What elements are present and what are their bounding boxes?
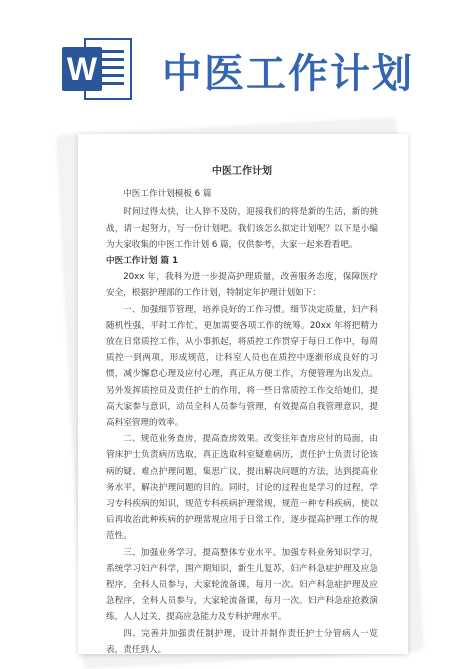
document-title: 中医工作计划 (212, 166, 272, 177)
body-paragraph: 二、规范业务查房，提高查房效果。改变往年查房应付的局面，由管床护士负责病历选取，真正选取科室疑难病历，责任护士负责讨论该病的疑、难点护理问题，集思广议，提出解决问题的方法，达到提高业务水平，解决护理问题的目的。同时，讨论的过程也是学习的过程，学习专科疾病的知识，规范专科疾病护理常规，规范一种专科疾病，使以后再收治此种疾病的护理常规应用于日常工作，逐步提高护理工作的规范性。 (106, 434, 378, 542)
banner-title: 中医工作计划 (162, 51, 414, 97)
body-paragraph: 三、加强业务学习，提高整体专业水平。加强专科业务知识学习，系统学习妇产科学，围产期知识，新生儿复苏，妇产科急症护理及应急程序，全科人员参与，大家轮流备课，每月一次。妇产科急症护理及应急程序，全科人员参与，大家轮流备课，每月一次。妇产科急症抢救演练，人人过关，提高应急能力及专科护理水平。 (106, 547, 378, 623)
word-document-icon (62, 38, 134, 100)
word-icon-letter: W (62, 47, 102, 91)
section-heading: 中医工作计划 篇 1 (106, 256, 179, 267)
header-banner (0, 0, 474, 120)
intro-paragraph: 时间过得太快，让人猝不及防，迎接我们的将是新的生活，新的挑战，请一起努力，写一份计划吧。我们该怎么拟定计划呢？以下是小编为大家收集的中医工作计划 6 篇，仅供参考，大家一起来看看吧。 (106, 207, 378, 250)
body-paragraph: 四、完善并加强责任制护理，设计并制作责任护士分管病人一览表，责任到人。 (106, 628, 378, 655)
body-paragraph: 一、加强细节管理，培养良好的工作习惯。细节决定质量，妇产科随机性强，平时工作忙，更加需要各项工作的统筹。20xx 年将把精力放在日常质控工作，从小事抓起，将质控工作贯穿于每日工作中，每周质控一到两项，形成规范，让科室人员也在质控中逐渐形成良好的习惯，减少懈怠心理及应付心理，真正从方便工作，方便管理为出发点。另外发挥质控员及责任护士的作用，将一些日常质控工作交给她们，提高大家参与意识，动员全科人员参与管理，有效提高自我管理意识，提高科室管理的效率。 (106, 304, 378, 429)
document-subtitle: 中医工作计划模板 6 篇 (123, 189, 212, 200)
document-page (78, 134, 408, 654)
body-paragraph: 20xx 年，我科为进一步提高护理质量，改善服务态度，保障医疗安全，根据护理部的工作计划，特制定年护理计划如下： (106, 272, 378, 299)
